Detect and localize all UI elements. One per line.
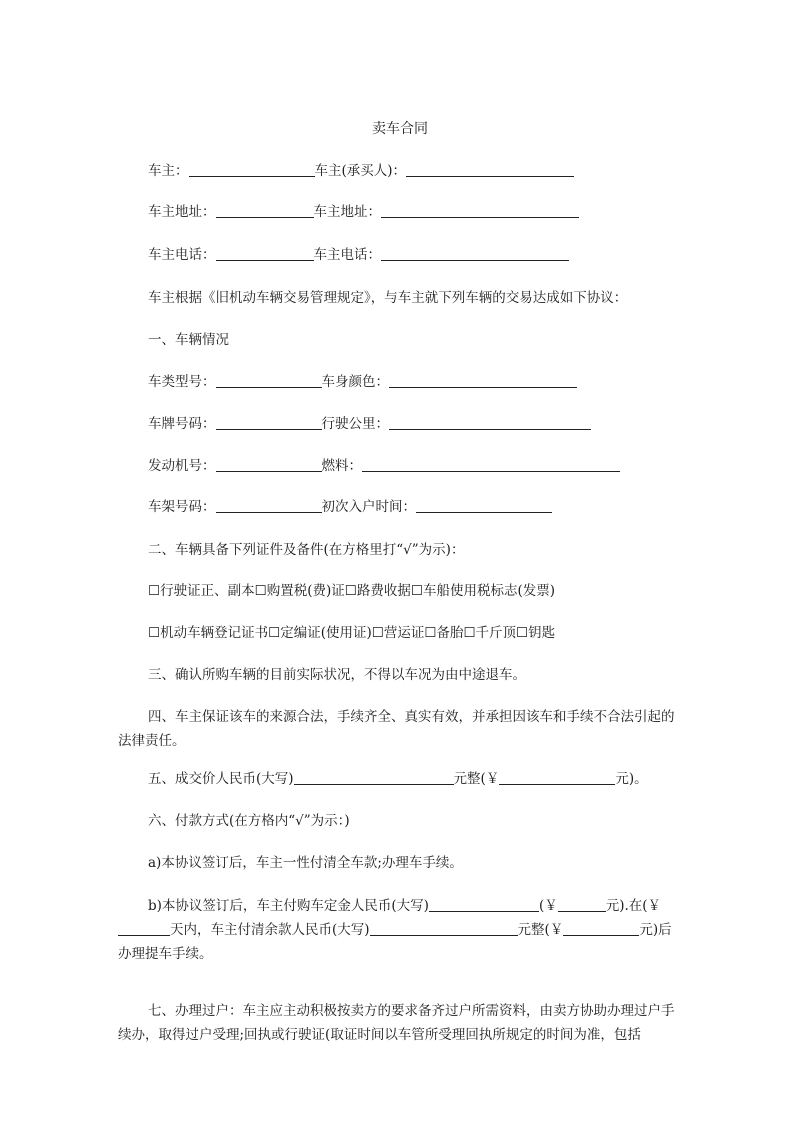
- buyer-address-label: 车主地址：: [313, 204, 381, 220]
- days-blank: [118, 920, 170, 936]
- section-3-text: 三、确认所购车辆的目前实际状况，不得以车况为由中途退车。: [148, 667, 526, 683]
- seller-address-label: 车主地址：: [148, 204, 216, 220]
- frame-label: 车架号码：: [148, 499, 216, 515]
- section-6-heading: 六、付款方式(在方格内“√”为示：): [148, 813, 350, 829]
- price-figures-blank: [499, 769, 615, 785]
- body-color-label: 车身颜色：: [321, 374, 389, 390]
- seller-label: 车主：: [148, 163, 189, 179]
- buyer-phone-blank: [381, 245, 569, 261]
- balance-figures-blank: [563, 920, 639, 936]
- deposit-figures-label: (￥: [538, 898, 558, 914]
- balance-label: 天内，车主付清余款人民币(大写): [170, 922, 370, 938]
- engine-row: [148, 455, 620, 477]
- vehicle-model-label: 车类型号：: [148, 374, 216, 390]
- seller-blank: [189, 161, 315, 177]
- documents-line-1: ☐行驶证正、副本☐购置税(费)证☐路费收据☐车船使用税标志(发票): [148, 583, 555, 599]
- plate-row: [148, 413, 591, 435]
- frame-blank: [216, 497, 322, 513]
- section-2-heading: 二、车辆具备下列证件及备件(在方格里打“√”为示)：: [148, 542, 465, 558]
- buyer-address-blank: [381, 202, 579, 218]
- first-registration-label: 初次入户时间：: [321, 499, 416, 515]
- plate-blank: [216, 414, 322, 430]
- engine-label: 发动机号：: [148, 458, 216, 474]
- section-4-text: 四、车主保证该车的来源合法，手续齐全、真实有效，并承担因该车和手续不合法引起的法律责任。: [118, 709, 675, 749]
- buyer-phone-label: 车主电话：: [313, 247, 381, 263]
- price-end-label: 元)。: [615, 771, 648, 787]
- days-label: 元).在(￥: [605, 898, 662, 914]
- body-color-blank: [389, 372, 577, 388]
- vehicle-model-row: [148, 371, 577, 393]
- seller-phone-label: 车主电话：: [148, 247, 216, 263]
- mileage-label: 行驶公里：: [321, 416, 389, 432]
- plate-label: 车牌号码：: [148, 416, 216, 432]
- payment-option-a: a)本协议签订后，车主一性付清全车款;办理车手续。: [148, 855, 463, 871]
- intro-text: 车主根据《旧机动车辆交易管理规定》，与车主就下列车辆的交易达成如下协议：: [148, 290, 628, 306]
- deposit-figures-blank: [558, 896, 606, 912]
- address-row: [148, 201, 579, 223]
- documents-line-2: ☐机动车辆登记证书☐定编证(使用证)☐营运证☐备胎☐千斤顶☐钥匙: [148, 625, 556, 641]
- buyer-label: 车主(承买人)：: [314, 163, 407, 179]
- section-5-price: [148, 768, 648, 790]
- mileage-blank: [389, 414, 591, 430]
- frame-row: [148, 496, 552, 518]
- balance-figures-label: 元整(￥: [517, 922, 564, 938]
- deposit-words-blank: [429, 896, 539, 912]
- pickup-label: 元)后办理提车手续。: [118, 922, 672, 962]
- price-words-blank: [294, 769, 454, 785]
- seller-address-blank: [216, 202, 314, 218]
- first-registration-blank: [416, 497, 552, 513]
- phone-row: [148, 244, 569, 266]
- price-figures-label: 元整(￥: [453, 771, 500, 787]
- balance-words-blank: [370, 920, 518, 936]
- vehicle-model-blank: [216, 372, 322, 388]
- section-7-text: 七、办理过户：车主应主动积极按卖方的要求备齐过户所需资料，由卖方协助办理过户手续办，取得过户受理;回执或行驶证(取证时间以车管所受理回执所规定的时间为准，包括: [118, 1003, 675, 1043]
- seller-phone-blank: [216, 245, 314, 261]
- buyer-blank: [406, 161, 574, 177]
- fuel-blank: [362, 456, 620, 472]
- section-1-heading: 一、车辆情况: [148, 332, 229, 348]
- engine-blank: [216, 456, 322, 472]
- fuel-label: 燃料：: [321, 458, 362, 474]
- seller-buyer-row: [148, 160, 574, 182]
- payment-option-b: [118, 894, 682, 966]
- page-title: 卖车合同: [372, 121, 428, 137]
- price-words-label: 五、成交价人民币(大写): [148, 771, 294, 787]
- deposit-label: b)本协议签订后，车主付购车定金人民币(大写): [148, 898, 429, 914]
